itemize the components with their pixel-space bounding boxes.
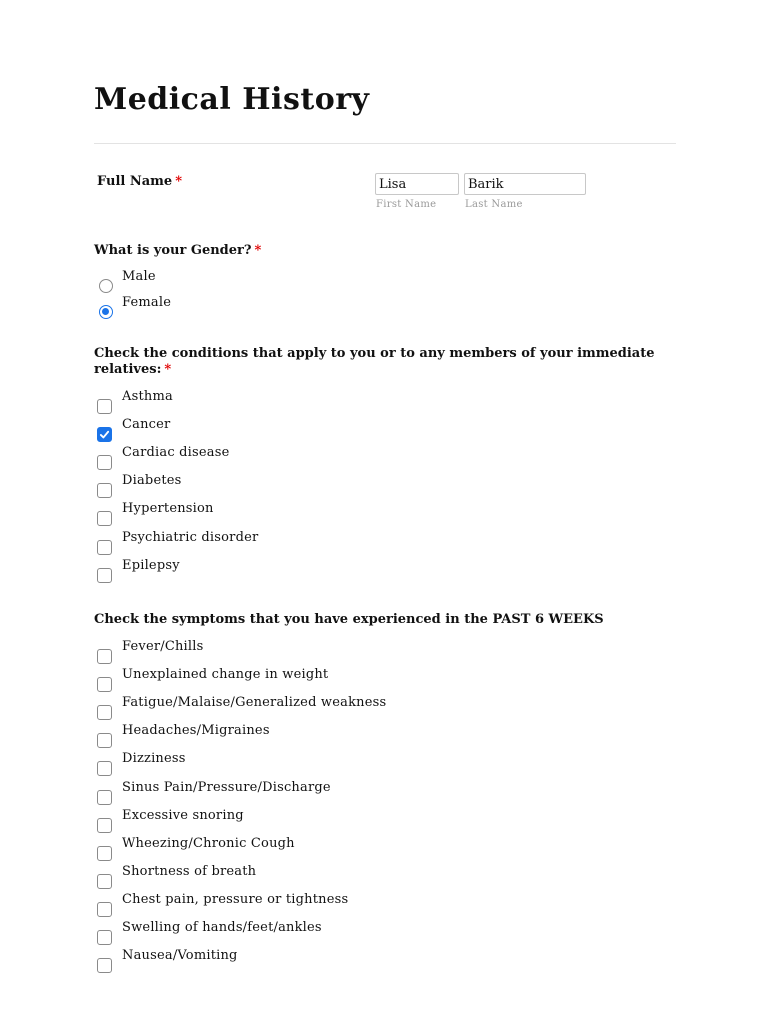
symptom-option[interactable] <box>96 667 656 695</box>
symptom-option-label: Excessive snoring <box>122 807 244 823</box>
condition-option[interactable] <box>96 417 656 445</box>
checkbox[interactable] <box>97 733 112 748</box>
required-marker: * <box>175 174 183 189</box>
symptom-option[interactable] <box>96 920 656 948</box>
symptom-option[interactable] <box>96 779 656 808</box>
first-name-input[interactable] <box>375 173 459 195</box>
radio-selected[interactable] <box>99 305 113 319</box>
condition-option-label: Psychiatric disorder <box>122 529 259 545</box>
checkmark-icon <box>99 429 110 440</box>
gender-option[interactable] <box>96 295 656 323</box>
symptoms-question-text: Check the symptoms that you have experienced in the PAST 6 WEEKS <box>94 612 604 627</box>
checkbox[interactable] <box>97 930 112 945</box>
checkbox[interactable] <box>97 455 112 470</box>
symptom-option-label: Fever/Chills <box>122 639 204 654</box>
conditions-question-text: Check the conditions that apply to you or to any members of your immediate relatives: <box>94 346 655 377</box>
radio-button[interactable] <box>99 279 113 293</box>
symptom-option[interactable] <box>96 807 656 836</box>
symptom-option-label: Sinus Pain/Pressure/Discharge <box>122 779 331 795</box>
checkbox[interactable] <box>97 874 112 889</box>
gender-option[interactable] <box>96 269 656 297</box>
last-name-sublabel: Last Name <box>465 199 523 210</box>
condition-option[interactable] <box>96 389 656 417</box>
symptom-option-label: Shortness of breath <box>122 863 257 879</box>
checkbox[interactable] <box>97 790 112 805</box>
condition-option-label: Cardiac disease <box>122 445 230 461</box>
checkbox[interactable] <box>97 818 112 833</box>
gender-option-label: Male <box>122 269 156 284</box>
checkbox[interactable] <box>97 649 112 664</box>
symptoms-question-label <box>94 612 714 628</box>
condition-option[interactable] <box>96 445 656 473</box>
gender-option-label: Female <box>122 295 172 310</box>
symptom-option[interactable] <box>96 891 656 920</box>
symptom-option[interactable] <box>96 639 656 667</box>
condition-option-label: Cancer <box>122 417 171 433</box>
condition-option[interactable] <box>96 557 656 586</box>
checkbox[interactable] <box>97 399 112 414</box>
symptom-option-label: Fatigue/Malaise/Generalized weakness <box>122 695 387 711</box>
condition-option[interactable] <box>96 473 656 501</box>
symptom-option[interactable] <box>96 835 656 864</box>
checkbox[interactable] <box>97 511 112 526</box>
symptom-option-label: Chest pain, pressure or tightness <box>122 891 349 907</box>
first-name-sublabel: First Name <box>376 199 437 210</box>
conditions-question-label <box>94 346 694 378</box>
symptom-option-label: Swelling of hands/feet/ankles <box>122 920 322 935</box>
symptom-option[interactable] <box>96 863 656 892</box>
symptom-option[interactable] <box>96 695 656 723</box>
symptom-option-label: Unexplained change in weight <box>122 667 329 683</box>
checkbox[interactable] <box>97 483 112 498</box>
required-marker: * <box>164 362 172 377</box>
symptom-option-label: Nausea/Vomiting <box>122 948 238 964</box>
required-marker: * <box>254 243 262 258</box>
condition-option-label: Asthma <box>122 389 173 404</box>
condition-option-label: Epilepsy <box>122 557 180 573</box>
checkbox-checked[interactable] <box>97 427 112 442</box>
page-title: Medical History <box>94 82 370 117</box>
symptom-option-label: Wheezing/Chronic Cough <box>122 835 295 851</box>
condition-option-label: Hypertension <box>122 501 214 517</box>
checkbox[interactable] <box>97 958 112 973</box>
title-divider <box>94 143 676 144</box>
checkbox[interactable] <box>97 902 112 917</box>
full-name-label-text: Full Name <box>97 174 173 189</box>
symptom-option[interactable] <box>96 723 656 751</box>
checkbox[interactable] <box>97 846 112 861</box>
full-name-label <box>97 174 182 190</box>
symptom-option-label: Headaches/Migraines <box>122 723 270 739</box>
checkbox[interactable] <box>97 761 112 776</box>
condition-option[interactable] <box>96 501 656 529</box>
condition-option-label: Diabetes <box>122 473 182 489</box>
checkbox[interactable] <box>97 677 112 692</box>
gender-question-label <box>94 243 261 259</box>
checkbox[interactable] <box>97 568 112 583</box>
symptom-option[interactable] <box>96 948 656 976</box>
symptom-option-label: Dizziness <box>122 751 186 767</box>
condition-option[interactable] <box>96 529 656 558</box>
checkbox[interactable] <box>97 540 112 555</box>
symptom-option[interactable] <box>96 751 656 779</box>
checkbox[interactable] <box>97 705 112 720</box>
gender-question-text: What is your Gender? <box>94 243 252 258</box>
last-name-input[interactable] <box>464 173 586 195</box>
